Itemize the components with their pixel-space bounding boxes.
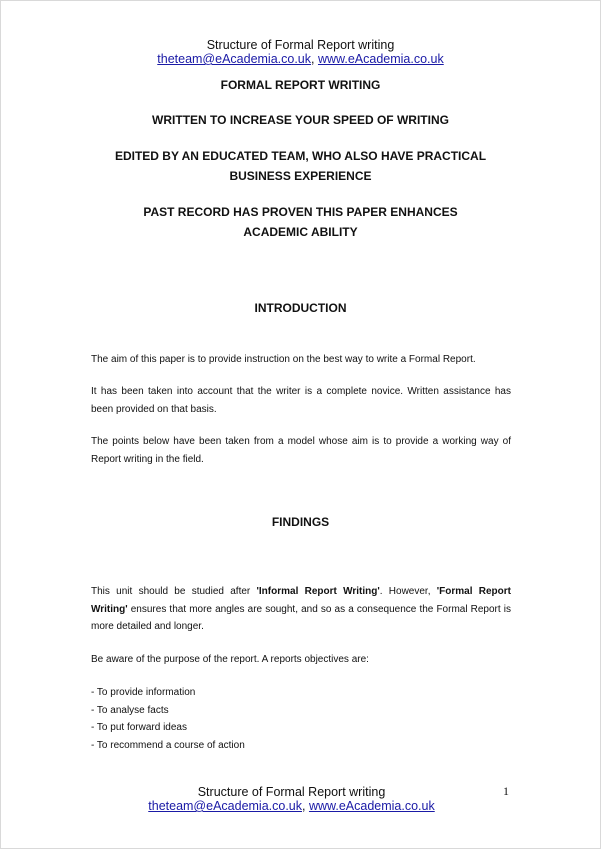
footer-separator: , [302, 799, 309, 813]
heading-speed-of-writing: WRITTEN TO INCREASE YOUR SPEED OF WRITING [152, 113, 449, 127]
findings-p1-text-e: ensures that more angles are sought, and so as a consequence the Formal Report is more detailed and longer. [91, 603, 511, 632]
findings-p1-formal-report: 'Formal Report Writing' [91, 586, 511, 615]
heading-past-record [0, 202, 601, 242]
footer-email-link[interactable]: theteam@eAcademia.co.uk [148, 799, 303, 813]
heading-past-record-line1: PAST RECORD HAS PROVEN THIS PAPER ENHANCES [143, 205, 458, 219]
objectives-list [91, 684, 245, 754]
heading-edited-by [0, 146, 601, 186]
list-item: - To recommend a course of action [91, 739, 245, 751]
list-item: - To analyse facts [91, 704, 169, 716]
header-website-link[interactable]: www.eAcademia.co.uk [317, 52, 444, 66]
findings-title: FINDINGS [271, 515, 330, 529]
footer-website-link[interactable]: www.eAcademia.co.uk [308, 799, 435, 813]
header-links [0, 52, 601, 66]
introduction-paragraph-2: It has been taken into account that the writer is a complete novice. Written assistance has been provided on that basis. [91, 386, 511, 415]
heading-edited-by-line2: BUSINESS EXPERIENCE [229, 169, 372, 183]
findings-p1-text-c: . However, [379, 586, 437, 597]
header-email-link[interactable]: theteam@eAcademia.co.uk [157, 52, 312, 66]
header-separator: , [311, 52, 318, 66]
list-item: - To provide information [91, 687, 196, 698]
findings-paragraph-1 [91, 583, 511, 636]
page-number: 1 [503, 784, 509, 798]
findings-paragraph-2: Be aware of the purpose of the report. A reports objectives are: [91, 654, 369, 665]
heading-formal-report-writing: FORMAL REPORT WRITING [220, 78, 381, 92]
introduction-paragraph-3: The points below have been taken from a model whose aim is to provide a working way of Report writing in the field. [91, 436, 511, 465]
findings-p1-informal-report: 'Informal Report Writing' [256, 586, 380, 597]
introduction-paragraph-1: The aim of this paper is to provide instruction on the best way to write a Formal Report. [91, 354, 476, 365]
header-title: Structure of Formal Report writing [206, 38, 395, 52]
footer-title: Structure of Formal Report writing [197, 785, 386, 799]
findings-p1-text-a: This unit should be studied after [91, 586, 257, 597]
heading-edited-by-line1: EDITED BY AN EDUCATED TEAM, WHO ALSO HAVE PRACTICAL [114, 149, 487, 163]
footer-links [0, 799, 583, 813]
list-item: - To put forward ideas [91, 722, 187, 733]
heading-past-record-line2: ACADEMIC ABILITY [243, 225, 358, 239]
introduction-title: INTRODUCTION [254, 301, 347, 315]
